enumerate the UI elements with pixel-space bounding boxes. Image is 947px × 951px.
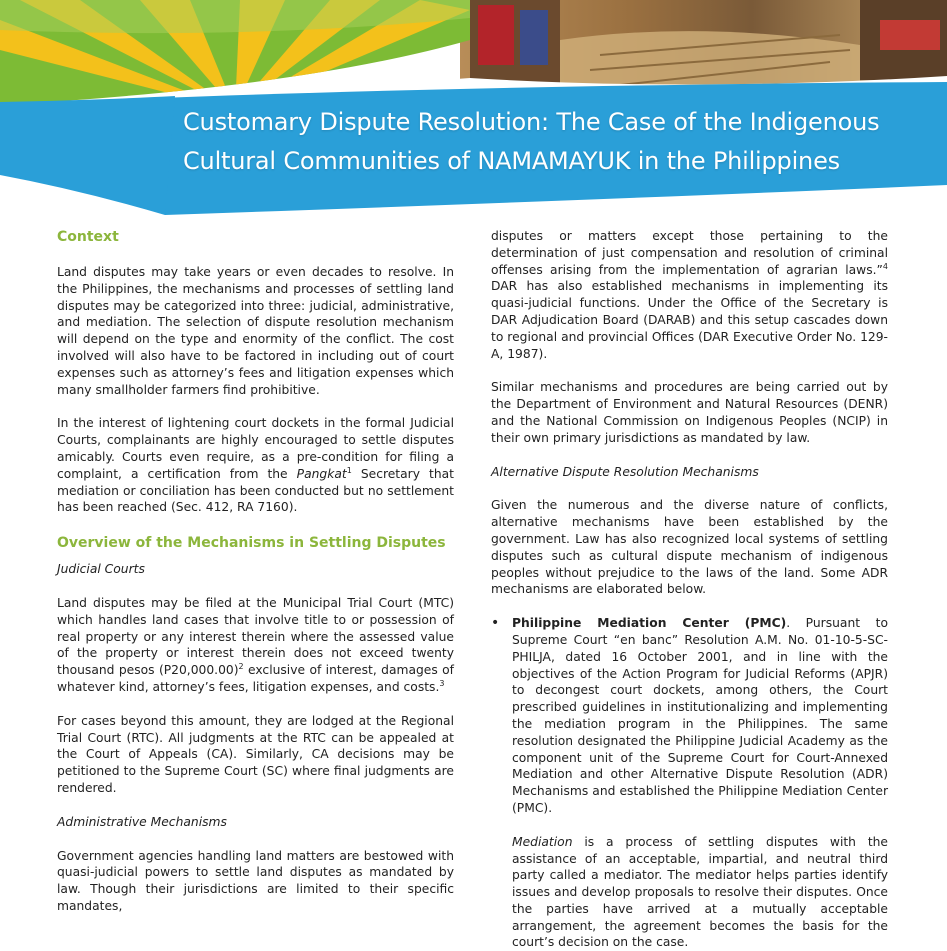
context-paragraph-2: In the interest of lightening court dockets in the formal Judicial Courts, complainants are highly encouraged to settle disputes amicably. Courts even require, as a pre-condition for filing a complaint, a certification from the Pangkat$^1$ Secretary that mediation or conciliation has been conducted but no settlement has been reached (Sec. 412, RA 7160).	[57, 416, 455, 515]
mediation-paragraph: Mediation is a process of settling disputes with the assistance of an acceptable, impartial, and neutral third party called a mediator. The mediator helps parties identify issues and develop proposals to resolve their disputes. Once the parties have arrived at a mutually acceptable arrangement, the agreement becomes the basis for the court’s decision on the case.	[512, 834, 888, 950]
page-title-line-1: Customary Dispute Resolution: The Case of the Indigenous	[183, 108, 880, 136]
left-column	[57, 225, 454, 915]
overview-heading: Overview of the Mechanisms in Settling Disputes	[57, 535, 446, 552]
context-heading: Context	[57, 229, 119, 245]
right-column	[491, 225, 888, 951]
denr-ncip-paragraph: Similar mechanisms and procedures are being carried out by the Department of Environment and Natural Resources (DENR) and the National Commission on Indigenous Peoples (NCIP) in their own primary jurisdictions as mandated by law.	[491, 380, 888, 445]
judicial-courts-subheading: Judicial Courts	[57, 562, 145, 577]
administrative-paragraph: Government agencies handling land matters are bestowed with quasi-judicial powers to settle land disputes as mandated by law. Though their jurisdictions are limited to their specific mandates,	[57, 848, 454, 913]
pmc-paragraph: Philippine Mediation Center (PMC). Pursuant to Supreme Court “en banc” Resolution A.M. No. 01-10-5-SC-PHILJA, dated 16 October 2001, and in line with the objectives of the Action Program for Judicial Reforms (APJR) to decongest court dockets, among others, the Court prescribed guidelines in institutionalizing and implementing the mediation program in the Philippines. The same resolution designated the Philippine Judicial Academy as the component unit of the Supreme Court for Court-Annexed Mediation and other Alternative Dispute Resolution (ADR) Mechanisms and established the Philippine Mediation Center (PMC).	[512, 616, 888, 815]
judicial-paragraph-1: Land disputes may be filed at the Municipal Trial Court (MTC) which handles land cases that involve title to or possession of real property or any interest therein where the assessed value of the property or interest therein does not exceed twenty thousand pesos $(P20,000.00)^2$ exclusive of interest, damages of whatever kind, attorney’s fees, litigation expenses, and costs.$^3$	[57, 595, 455, 694]
dar-paragraph: disputes or matters except those pertaining to the determination of just compensation and resolution of criminal offenses arising from the implementation of agrarian laws.”$^4$ DAR has also established mechanisms in implementing its quasi-judicial functions. Under the Office of the Secretary is DAR Adjudication Board (DARAB) and this setup cascades down to regional and provincial Offices (DAR Executive Order No. 129-A, 1987).	[491, 229, 888, 361]
context-paragraph-1: Land disputes may take years or even decades to resolve. In the Philippines, the mechanisms and processes of settling land disputes may be categorized into three: judicial, administrative, and mediation. The selection of dispute resolution mechanism will depend on the type and enormity of the conflict. The cost involved will also have to be factored in including out of court expenses such as attorney’s fees and litigation expenses which many smallholder farmers find prohibitive.	[57, 265, 454, 397]
header-banner	[0, 0, 947, 225]
adr-paragraph: Given the numerous and the diverse nature of conflicts, alternative mechanisms have been established by the government. Law has also recognized local systems of settling disputes such as cultural dispute mechanism of indigenous peoples without prejudice to the laws of the land. Some ADR mechanisms are elaborated below.	[491, 498, 888, 597]
adr-subheading: Alternative Dispute Resolution Mechanisms	[491, 464, 759, 479]
pmc-list-item	[491, 615, 888, 817]
judicial-paragraph-2: For cases beyond this amount, they are lodged at the Regional Trial Court (RTC). All judgments at the RTC can be appealed at the Court of Appeals (CA). Similarly, CA decisions may be petitioned to the Supreme Court (SC) where final judgments are rendered.	[57, 713, 454, 795]
bullet-icon: •	[491, 615, 500, 632]
administrative-subheading: Administrative Mechanisms	[57, 814, 227, 829]
page-title-line-2: Cultural Communities of NAMAMAYUK in the Philippines	[183, 147, 840, 175]
